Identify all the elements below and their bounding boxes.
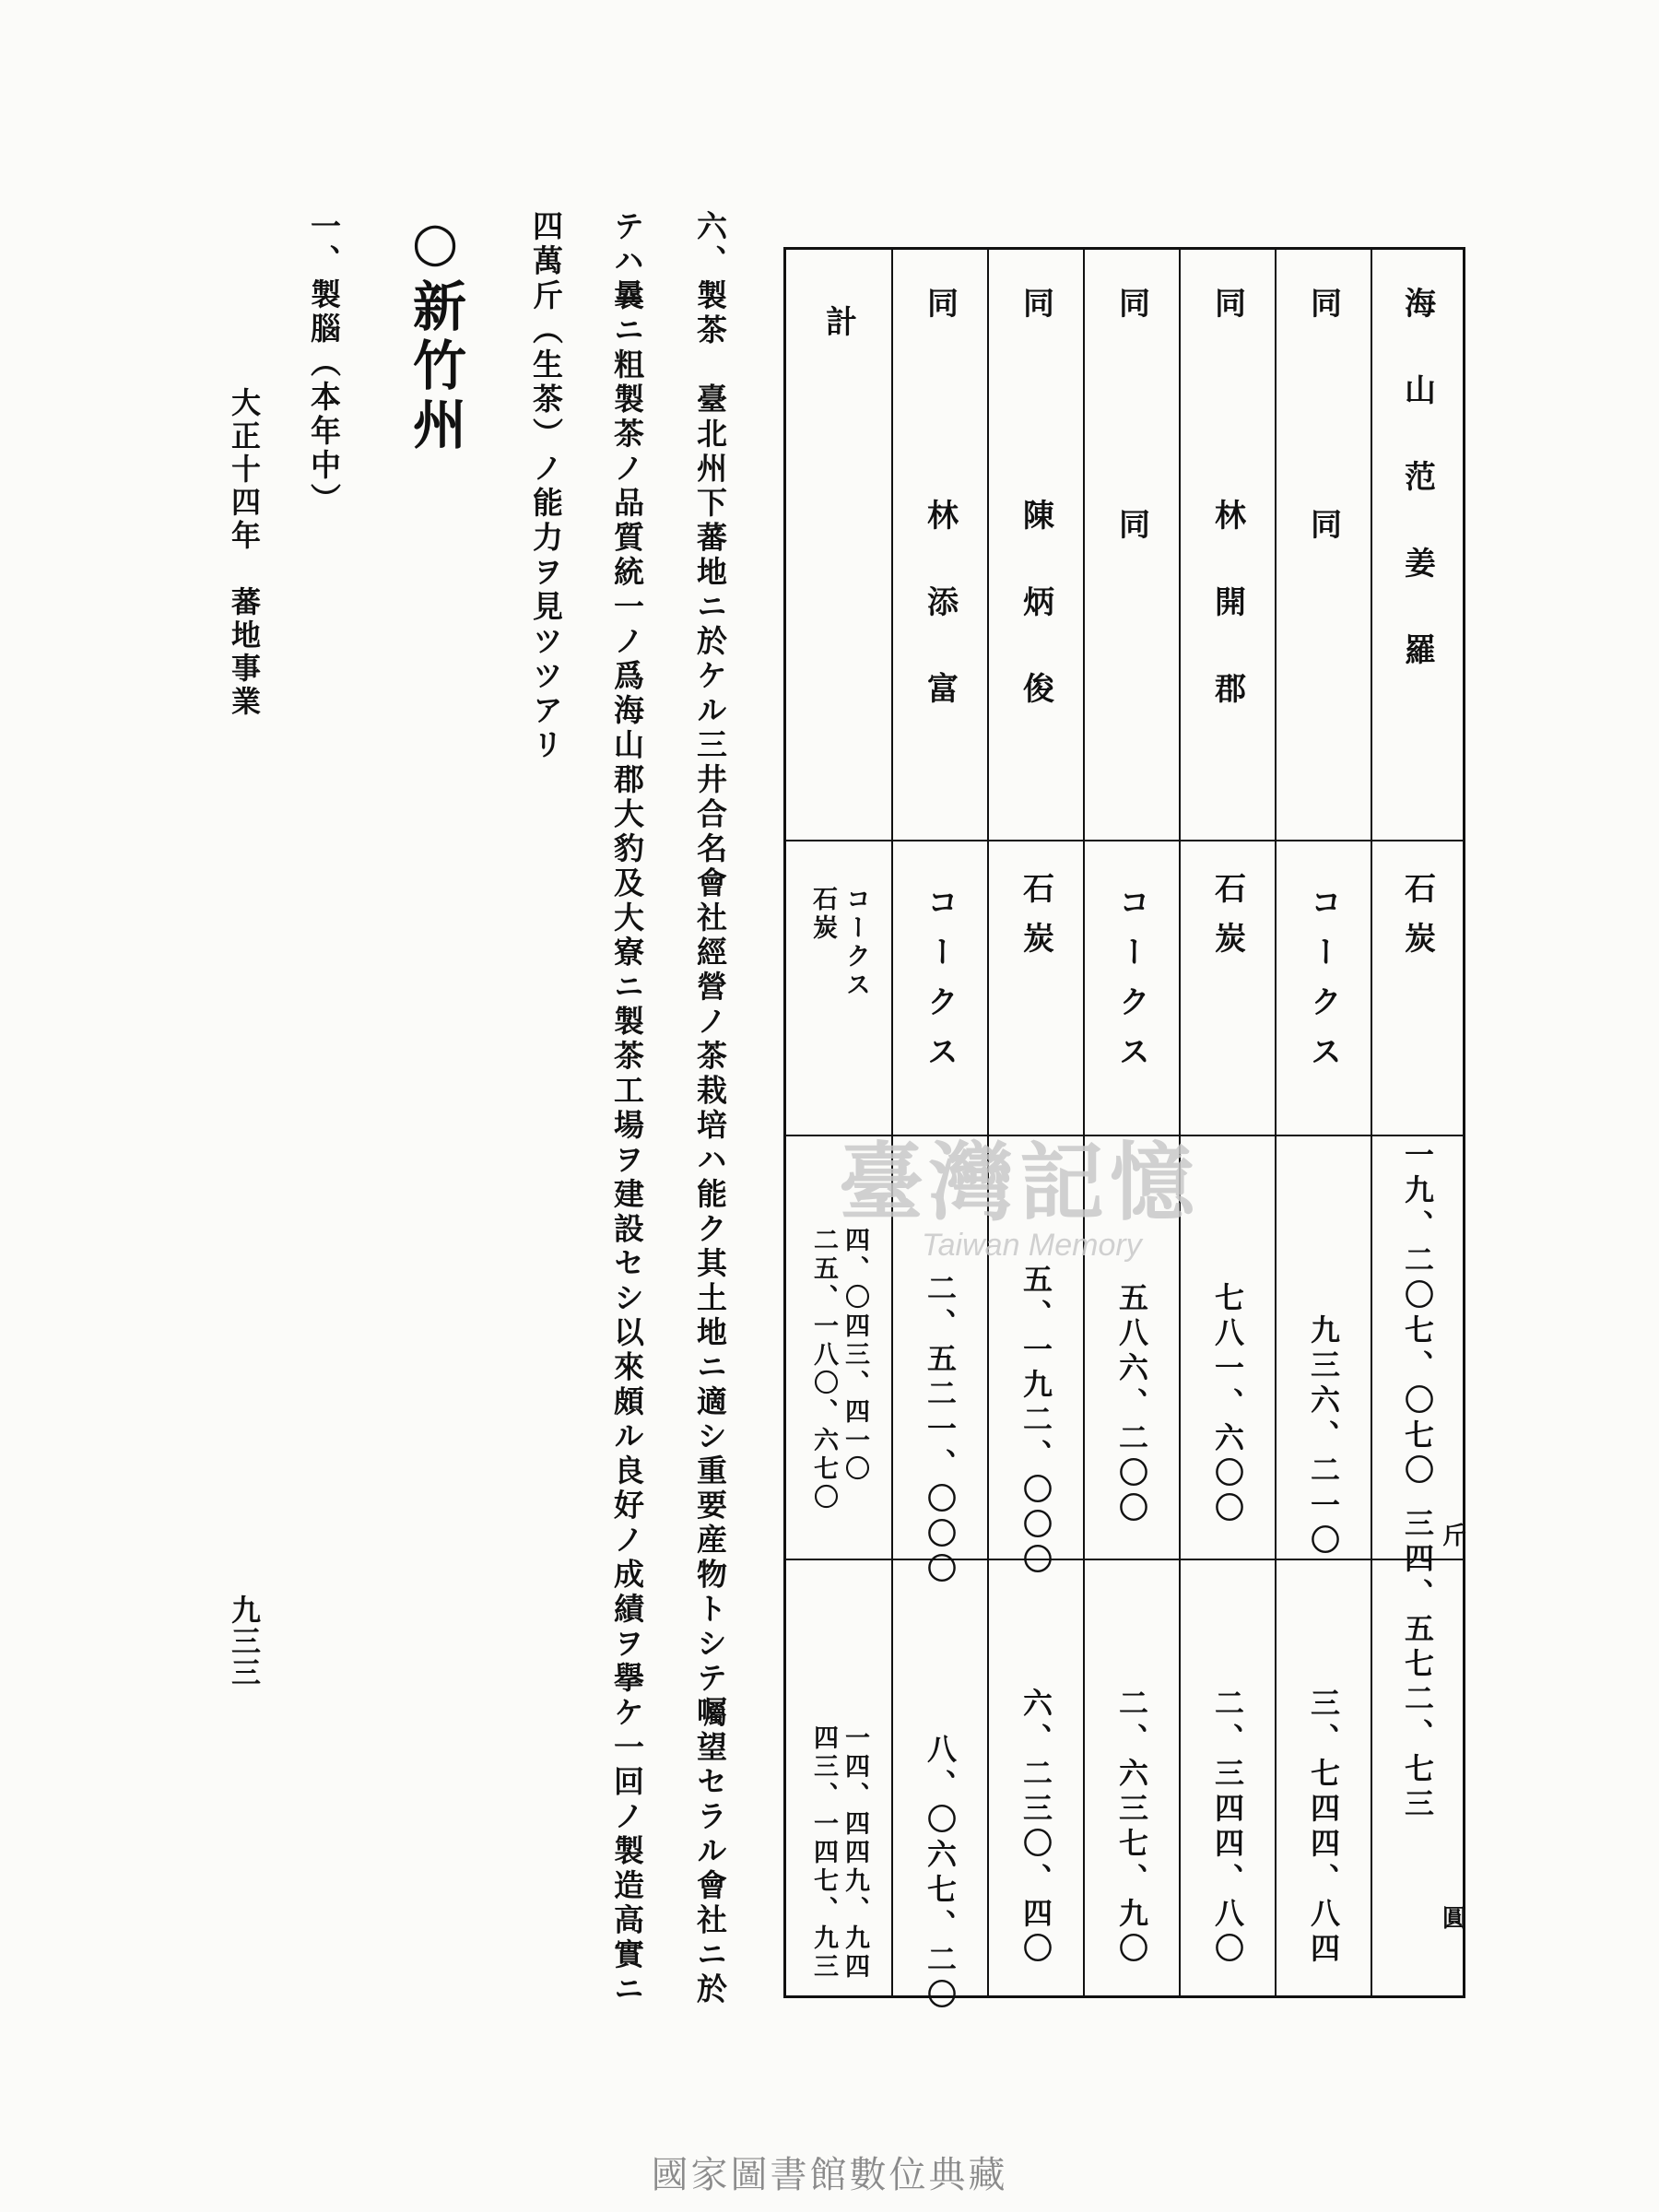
subheading: 一、製腦（本年中） xyxy=(306,210,342,517)
watermark-english: Taiwan Memory xyxy=(922,1228,1142,1263)
table-cell-fuel: コークス xyxy=(1304,886,1342,1085)
table-cell-amount: 五八六、二〇〇 xyxy=(1114,1282,1149,1527)
table-cell-fuel: 石炭 xyxy=(1398,872,1436,971)
table-cell-value: 三四、五七二、七三 xyxy=(1400,1508,1435,1823)
table-cell-fuel: 石炭 xyxy=(1208,872,1246,971)
table-cell-total-label: 計 xyxy=(819,305,857,347)
table-cell-place-name: 海山范姜羅 xyxy=(1398,287,1436,720)
table-cell-name: 同 xyxy=(1304,508,1342,550)
section-heading: ○新竹州 xyxy=(404,210,466,455)
table-cell-value: 二、六三七、九〇 xyxy=(1114,1688,1149,1968)
table-cell-value: 八、〇六七、二〇 xyxy=(923,1734,958,2014)
paragraph-line: 四萬斤（生茶）ノ能力ヲ見ツツアリ xyxy=(528,210,564,763)
amount-unit: 斤 xyxy=(1441,1523,1466,1550)
table-column xyxy=(1371,250,1463,1995)
table-cell-fuel: 石炭 コークス xyxy=(808,886,870,1000)
table-rule xyxy=(786,840,1463,841)
table-cell-name: 同 xyxy=(1112,508,1150,550)
table-cell-place: 同 xyxy=(1304,287,1342,329)
table-cell-amount: 二五、一八〇、六七〇 四、〇四三、四一〇 xyxy=(809,1227,869,1512)
table-cell-place: 同 xyxy=(921,287,959,329)
page-number: 九三三 xyxy=(227,1594,262,1688)
table-cell-place: 同 xyxy=(1208,287,1246,329)
table-cell-amount: 五、一九二、〇〇〇 xyxy=(1018,1264,1053,1579)
table-cell-amount: 九三六、二一〇 xyxy=(1306,1314,1341,1559)
watermark xyxy=(839,1115,1318,1263)
value-unit: 圓 xyxy=(1441,1905,1466,1933)
running-title: 大正十四年 蕃地事業 xyxy=(227,387,262,719)
table-cell-name: 林開郡 xyxy=(1208,499,1246,759)
table-cell-value: 四三、一四七、九三 一四、四四九、九四 xyxy=(809,1724,869,1982)
table-cell-place: 同 xyxy=(1017,287,1054,329)
table-cell-amount: 二、五二一、〇〇〇 xyxy=(923,1273,958,1588)
table-cell-value: 六、二三〇、四〇 xyxy=(1018,1688,1053,1968)
table-rule xyxy=(786,1559,1463,1560)
table-cell-value: 三、七四四、八四 xyxy=(1306,1688,1341,1968)
table-cell-name: 林添富 xyxy=(921,499,959,759)
table-cell-amount: 一九、二〇七、〇七〇 xyxy=(1400,1139,1435,1489)
library-credit: 國家圖書館數位典藏 xyxy=(651,2154,1008,2196)
watermark-text: 臺灣記憶 xyxy=(839,1134,1201,1232)
paragraph-line: テハ曩ニ粗製茶ノ品質統一ノ爲海山郡大豹及大寮ニ製茶工場ヲ建設セシ以來頗ル良好ノ成績ヲ擧ケ一回ノ製造高實ニ xyxy=(609,210,645,2007)
table-cell-amount: 七八一、六〇〇 xyxy=(1210,1282,1245,1527)
table-cell-fuel: コークス xyxy=(1112,886,1150,1085)
table-cell-place: 同 xyxy=(1112,287,1150,329)
table-cell-name: 陳炳俊 xyxy=(1017,499,1054,759)
table-cell-fuel: コークス xyxy=(921,886,959,1085)
table-cell-value: 二、三四四、八〇 xyxy=(1210,1688,1245,1968)
table-cell-fuel: 石炭 xyxy=(1017,872,1054,971)
paragraph-line: 六、製茶 臺北州下蕃地ニ於ケル三井合名會社經營ノ茶栽培ハ能ク其土地ニ適シ重要産物トシテ囑望セラル會社ニ於 xyxy=(692,210,728,2007)
